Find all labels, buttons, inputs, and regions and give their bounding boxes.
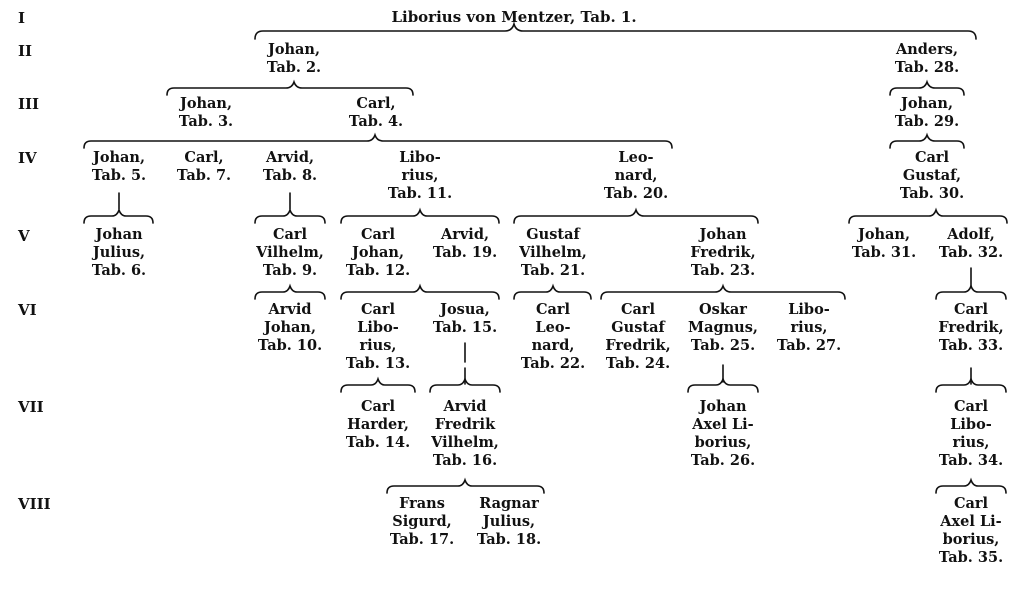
node-text-line: Tab. 23. bbox=[690, 262, 756, 279]
node-tab-19 bbox=[433, 226, 497, 262]
node-tab-26 bbox=[691, 398, 755, 470]
node-tab-14 bbox=[346, 398, 410, 452]
node-tab-22 bbox=[521, 301, 585, 373]
node-tab-34 bbox=[939, 398, 1003, 470]
node-text-line: Tab. 2. bbox=[266, 59, 322, 76]
node-text-line: Johan, bbox=[179, 95, 233, 112]
node-text-line: Vilhelm, bbox=[519, 244, 587, 261]
node-tab-29 bbox=[895, 95, 959, 131]
brace-tab29 bbox=[890, 135, 964, 148]
brace-tab2 bbox=[167, 82, 413, 95]
node-text-line: Fredrik, bbox=[938, 319, 1004, 336]
node-text-line: Tab. 6. bbox=[91, 262, 147, 279]
node-tab-16 bbox=[431, 398, 499, 470]
node-text-line: Johan, bbox=[900, 95, 954, 112]
node-text-line: Tab. 21. bbox=[520, 262, 586, 279]
node-tab-24 bbox=[605, 301, 670, 373]
node-tab-23 bbox=[690, 226, 755, 280]
node-tab-9 bbox=[256, 226, 324, 280]
node-tab-3 bbox=[179, 95, 233, 131]
node-text-line: Vilhelm, bbox=[431, 434, 499, 451]
node-tab-21 bbox=[519, 226, 587, 280]
brace-tab28 bbox=[890, 82, 964, 95]
node-text-line: Gustaf, bbox=[902, 167, 962, 184]
brace-tab12 bbox=[341, 286, 499, 299]
node-text-line: Tab. 32. bbox=[938, 244, 1004, 261]
brace-tab1 bbox=[255, 24, 976, 39]
node-text-line: Liborius von Mentzer, Tab. 1. bbox=[391, 8, 637, 26]
node-text-line: Tab. 20. bbox=[603, 185, 669, 202]
node-tab-27 bbox=[777, 301, 841, 355]
brace-tab15 bbox=[430, 379, 500, 392]
node-text-line: Tab. 26. bbox=[690, 452, 756, 469]
brace-tab33 bbox=[936, 379, 1006, 392]
brace-tab25 bbox=[688, 379, 758, 392]
node-text-line: Johan, bbox=[92, 149, 146, 166]
node-tab-32 bbox=[939, 226, 1003, 262]
node-tab-17 bbox=[390, 495, 454, 549]
node-text-line: Carl bbox=[272, 226, 308, 243]
node-text-line: Axel Li- bbox=[692, 416, 754, 433]
node-text-line: Carl bbox=[953, 398, 989, 415]
node-text-line: Tab. 9. bbox=[262, 262, 318, 279]
node-text-line: Adolf, bbox=[947, 226, 995, 243]
node-tab-2 bbox=[267, 41, 321, 77]
node-text-line: Tab. 34. bbox=[938, 452, 1004, 469]
node-text-line: Julius, bbox=[482, 513, 536, 530]
brace-tab9 bbox=[255, 286, 325, 299]
node-text-line: Carl bbox=[620, 301, 656, 318]
node-text-line: Anders, bbox=[895, 41, 959, 58]
node-text-line: Leo- bbox=[618, 149, 654, 166]
node-text-line: Frans bbox=[399, 495, 445, 512]
node-text-line: Johan, bbox=[267, 41, 321, 58]
brace-tab20 bbox=[514, 210, 758, 223]
node-text-line: Axel Li- bbox=[940, 513, 1002, 530]
node-text-line: Leo- bbox=[535, 319, 571, 336]
generation-label-1: I bbox=[18, 9, 26, 27]
node-text-line: Tab. 30. bbox=[899, 185, 965, 202]
generation-label-2: II bbox=[18, 42, 33, 60]
node-text-line: Johan bbox=[699, 398, 747, 415]
node-tab-12 bbox=[346, 226, 410, 280]
generation-label-3: III bbox=[18, 95, 40, 113]
node-tab-5 bbox=[92, 149, 146, 185]
node-text-line: Tab. 19. bbox=[432, 244, 498, 261]
node-text-line: Magnus, bbox=[688, 319, 758, 336]
node-text-line: Oskar bbox=[699, 301, 747, 318]
brace-tab21 bbox=[514, 286, 591, 299]
brace-tab4 bbox=[84, 135, 672, 148]
node-text-line: Tab. 22. bbox=[520, 355, 586, 372]
node-text-line: Fredrik, bbox=[690, 244, 756, 261]
node-text-line: Tab. 28. bbox=[894, 59, 960, 76]
node-text-line: Carl bbox=[953, 301, 989, 318]
node-tab-15 bbox=[433, 301, 497, 337]
node-text-line: Carl bbox=[360, 398, 396, 415]
node-tab-28 bbox=[895, 41, 959, 77]
node-tab-35 bbox=[939, 495, 1003, 567]
node-text-line: Tab. 16. bbox=[432, 452, 498, 469]
node-text-line: Tab. 3. bbox=[178, 113, 234, 130]
node-text-line: Libo- bbox=[357, 319, 399, 336]
node-text-line: Carl bbox=[535, 301, 571, 318]
brace-tab23 bbox=[601, 286, 845, 299]
node-text-line: Carl bbox=[360, 301, 396, 318]
node-text-line: Tab. 4. bbox=[348, 113, 404, 130]
node-text-line: Carl bbox=[360, 226, 396, 243]
node-text-line: Julius, bbox=[92, 244, 146, 261]
node-text-line: nard, bbox=[531, 337, 575, 354]
node-text-line: Tab. 25. bbox=[690, 337, 756, 354]
node-text-line: Carl bbox=[953, 495, 989, 512]
node-text-line: Johan, bbox=[351, 244, 405, 261]
brace-tab32 bbox=[936, 286, 1006, 299]
node-text-line: Fredrik bbox=[434, 416, 496, 433]
node-text-line: Tab. 27. bbox=[776, 337, 842, 354]
brace-tab30 bbox=[849, 210, 1007, 223]
node-text-line: Johan bbox=[699, 226, 747, 243]
node-tab-13 bbox=[346, 301, 410, 373]
generation-label-6: VI bbox=[18, 301, 37, 319]
node-text-line: rius, bbox=[790, 319, 828, 336]
node-text-line: Tab. 12. bbox=[345, 262, 411, 279]
node-text-line: Tab. 29. bbox=[894, 113, 960, 130]
node-text-line: Arvid, bbox=[440, 226, 490, 243]
node-text-line: Carl, bbox=[184, 149, 224, 166]
node-text-line: Tab. 13. bbox=[345, 355, 411, 372]
brace-tab13 bbox=[341, 379, 415, 392]
node-text-line: Tab. 24. bbox=[605, 355, 671, 372]
brace-tab16 bbox=[387, 480, 544, 493]
node-tab-20 bbox=[604, 149, 668, 203]
node-tab-33 bbox=[938, 301, 1003, 355]
generation-label-8: VIII bbox=[18, 495, 51, 513]
node-tab-7 bbox=[177, 149, 231, 185]
node-text-line: Tab. 15. bbox=[432, 319, 498, 336]
node-text-line: Gustaf bbox=[526, 226, 580, 243]
node-text-line: Tab. 11. bbox=[387, 185, 453, 202]
node-text-line: Tab. 5. bbox=[91, 167, 147, 184]
brace-tab34 bbox=[936, 480, 1006, 493]
node-tab-25 bbox=[688, 301, 758, 355]
generation-label-4: IV bbox=[18, 149, 37, 167]
node-tab-1 bbox=[391, 8, 636, 26]
node-text-line: rius, bbox=[401, 167, 439, 184]
node-text-line: Tab. 10. bbox=[257, 337, 323, 354]
node-text-line: rius, bbox=[359, 337, 397, 354]
brace-tab8 bbox=[255, 210, 325, 223]
node-text-line: Libo- bbox=[950, 416, 992, 433]
node-text-line: Tab. 31. bbox=[851, 244, 917, 261]
node-text-line: nard, bbox=[614, 167, 658, 184]
node-text-line: Tab. 14. bbox=[345, 434, 411, 451]
node-text-line: Fredrik, bbox=[605, 337, 671, 354]
node-text-line: Carl, bbox=[356, 95, 396, 112]
node-text-line: borius, bbox=[942, 531, 1000, 548]
node-text-line: Johan bbox=[95, 226, 143, 243]
generation-label-5: V bbox=[18, 227, 30, 245]
node-text-line: Tab. 17. bbox=[389, 531, 455, 548]
node-text-line: Sigurd, bbox=[392, 513, 452, 530]
node-text-line: Tab. 18. bbox=[476, 531, 542, 548]
node-text-line: Arvid bbox=[443, 398, 487, 415]
node-tab-31 bbox=[852, 226, 916, 262]
node-text-line: rius, bbox=[952, 434, 990, 451]
node-text-line: Ragnar bbox=[479, 495, 539, 512]
node-text-line: borius, bbox=[694, 434, 752, 451]
node-text-line: Tab. 33. bbox=[938, 337, 1004, 354]
node-tab-11 bbox=[388, 149, 452, 203]
node-text-line: Tab. 8. bbox=[262, 167, 318, 184]
node-tab-6 bbox=[92, 226, 146, 280]
node-tab-8 bbox=[263, 149, 317, 185]
node-tab-18 bbox=[477, 495, 541, 549]
node-tab-4 bbox=[349, 95, 403, 131]
node-text-line: Arvid, bbox=[265, 149, 315, 166]
node-text-line: Libo- bbox=[788, 301, 830, 318]
brace-tab11 bbox=[341, 210, 499, 223]
node-tab-30 bbox=[900, 149, 964, 203]
brace-tab5 bbox=[84, 210, 153, 223]
node-text-line: Libo- bbox=[399, 149, 441, 166]
node-tab-10 bbox=[258, 301, 322, 355]
node-text-line: Arvid bbox=[268, 301, 312, 318]
node-text-line: Carl bbox=[914, 149, 950, 166]
node-text-line: Josua, bbox=[440, 301, 490, 318]
generation-label-7: VII bbox=[18, 398, 44, 416]
node-text-line: Tab. 7. bbox=[176, 167, 232, 184]
node-text-line: Tab. 35. bbox=[938, 549, 1004, 566]
node-text-line: Johan, bbox=[857, 226, 911, 243]
node-text-line: Johan, bbox=[263, 319, 317, 336]
node-text-line: Harder, bbox=[347, 416, 409, 433]
node-text-line: Gustaf bbox=[611, 319, 665, 336]
node-text-line: Vilhelm, bbox=[256, 244, 324, 261]
